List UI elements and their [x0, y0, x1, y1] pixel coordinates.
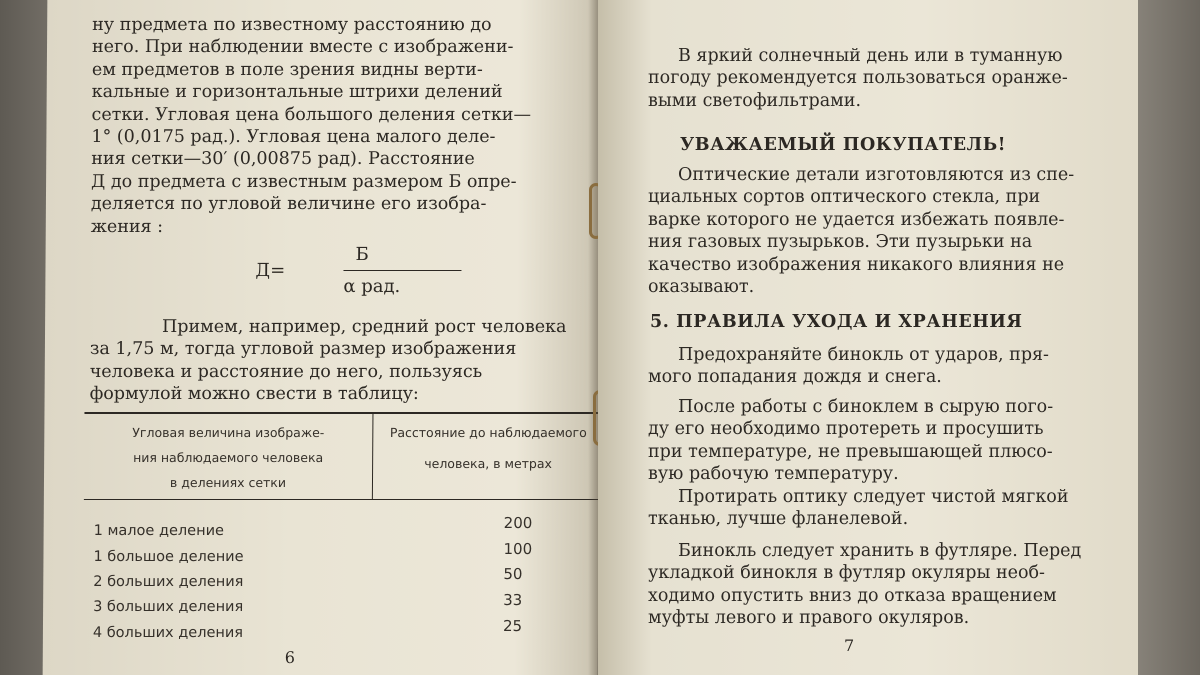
text-line: тканью, лучше фланелевой.	[648, 509, 909, 530]
table-row-label: 1 большое деление	[93, 549, 244, 565]
table-header-angle	[84, 420, 373, 495]
page-number-right: 7	[844, 636, 855, 655]
table-row-value: 50	[503, 565, 523, 583]
text-line: Д до предмета с известным размером Б опре-	[91, 171, 517, 192]
formula-numerator: Б	[355, 244, 369, 265]
table-row-value: 100	[503, 540, 533, 558]
text-line: варке которого не удается избежать появле-	[648, 209, 1065, 230]
heading-care-storage: 5. ПРАВИЛА УХОДА И ХРАНЕНИЯ	[650, 312, 1023, 332]
text-line: укладкой бинокля в футляр окуляры необ-	[648, 563, 1045, 584]
text-line: ду его необходимо протереть и просушить	[648, 419, 1044, 440]
text-line: оказывают.	[648, 277, 755, 298]
table-row-value: 25	[502, 617, 523, 635]
text-line: человека и расстояние до него, пользуясь	[89, 361, 483, 382]
table-rule-header	[84, 499, 602, 500]
header-line: ния наблюдаемого человека	[133, 450, 324, 465]
paragraph-wipe	[648, 486, 1093, 531]
text-line: ем предметов в поле зрения видны верти-	[91, 59, 483, 80]
text-line: за 1,75 м, тогда угловой размер изображения	[89, 339, 517, 360]
text-line: В яркий солнечный день или в туманную	[678, 46, 1063, 66]
text-line: него. При наблюдении вместе с изображени-	[91, 37, 514, 58]
table-row-label: 4 больших деления	[92, 625, 244, 641]
right-page	[598, 0, 1138, 675]
table-row-label: 2 больших деления	[93, 574, 244, 590]
text-line: погоду рекомендуется пользоваться оранже-	[648, 68, 1068, 89]
text-line: жения :	[90, 216, 164, 237]
distance-formula	[255, 244, 475, 304]
table-row-value: 33	[503, 591, 523, 609]
paragraph-wet-weather	[648, 396, 1093, 486]
paragraph-protect	[648, 344, 1093, 389]
background-right	[1130, 0, 1200, 675]
text-line: вую рабочую температуру.	[648, 464, 899, 485]
text-line: формулой можно свести в таблицу:	[89, 384, 419, 405]
table-header-distance	[374, 420, 602, 476]
text-line: Оптические детали изготовляются из спе-	[678, 165, 1075, 185]
text-line: 1° (0,0175 рад.). Угловая цена малого деле-	[91, 127, 496, 148]
text-line: качество изображения никакого влияния не	[648, 254, 1065, 275]
text-line: циальных сортов оптического стекла, при	[648, 187, 1041, 208]
table-row-label: 1 малое деление	[93, 523, 225, 539]
text-line: муфты левого и правого окуляров.	[648, 608, 970, 629]
table-row-label: 3 больших деления	[93, 599, 244, 615]
distance-table	[83, 412, 603, 652]
formula-denominator: α рад.	[343, 276, 401, 297]
page-number-left: 6	[284, 648, 296, 667]
header-line: Расстояние до наблюдаемого	[389, 425, 587, 440]
text-line: Протирать оптику следует чистой мягкой	[678, 487, 1069, 507]
text-line: деляется по угловой величине его изобра-	[90, 194, 487, 215]
table-rule-top	[84, 412, 602, 414]
header-line: человека, в метрах	[424, 456, 553, 471]
text-line: ния газовых пузырьков. Эти пузырьки на	[648, 232, 1033, 253]
text-line: ну предмета по известному расстоянию до	[92, 15, 492, 35]
header-line: Угловая величина изображе-	[132, 425, 325, 440]
heading-dear-customer: УВАЖАЕМЫЙ ПОКУПАТЕЛЬ!	[680, 135, 1007, 155]
text-line: После работы с биноклем в сырую пого-	[678, 397, 1054, 417]
paragraph-example	[90, 316, 591, 406]
table-row-value: 200	[503, 514, 533, 532]
header-line: в делениях сетки	[169, 475, 287, 490]
paragraph-filters	[648, 45, 1093, 112]
text-line: при температуре, не превышающей плюсо-	[648, 441, 1053, 462]
text-line: сетки. Угловая цена большого деления сетки—	[91, 104, 532, 125]
paragraph-rangefinder	[91, 14, 593, 238]
text-line: ния сетки—30′ (0,00875 рад). Расстояние	[91, 149, 475, 170]
text-line: мого попадания дождя и снега.	[648, 367, 942, 388]
paragraph-store	[648, 540, 1093, 630]
text-line: Примем, например, средний рост человека	[162, 317, 567, 337]
formula-lhs: Д=	[255, 260, 286, 281]
text-line: выми светофильтрами.	[648, 90, 862, 111]
text-line: кальные и горизонтальные штрихи делений	[91, 82, 503, 103]
fraction-bar	[343, 270, 461, 271]
text-line: ходимо опустить вниз до отказа вращением	[648, 585, 1057, 606]
paragraph-optics	[648, 164, 1093, 298]
text-line: Бинокль следует хранить в футляре. Перед	[678, 541, 1082, 561]
left-page	[43, 0, 603, 675]
text-line: Предохраняйте бинокль от ударов, пря-	[678, 345, 1049, 365]
